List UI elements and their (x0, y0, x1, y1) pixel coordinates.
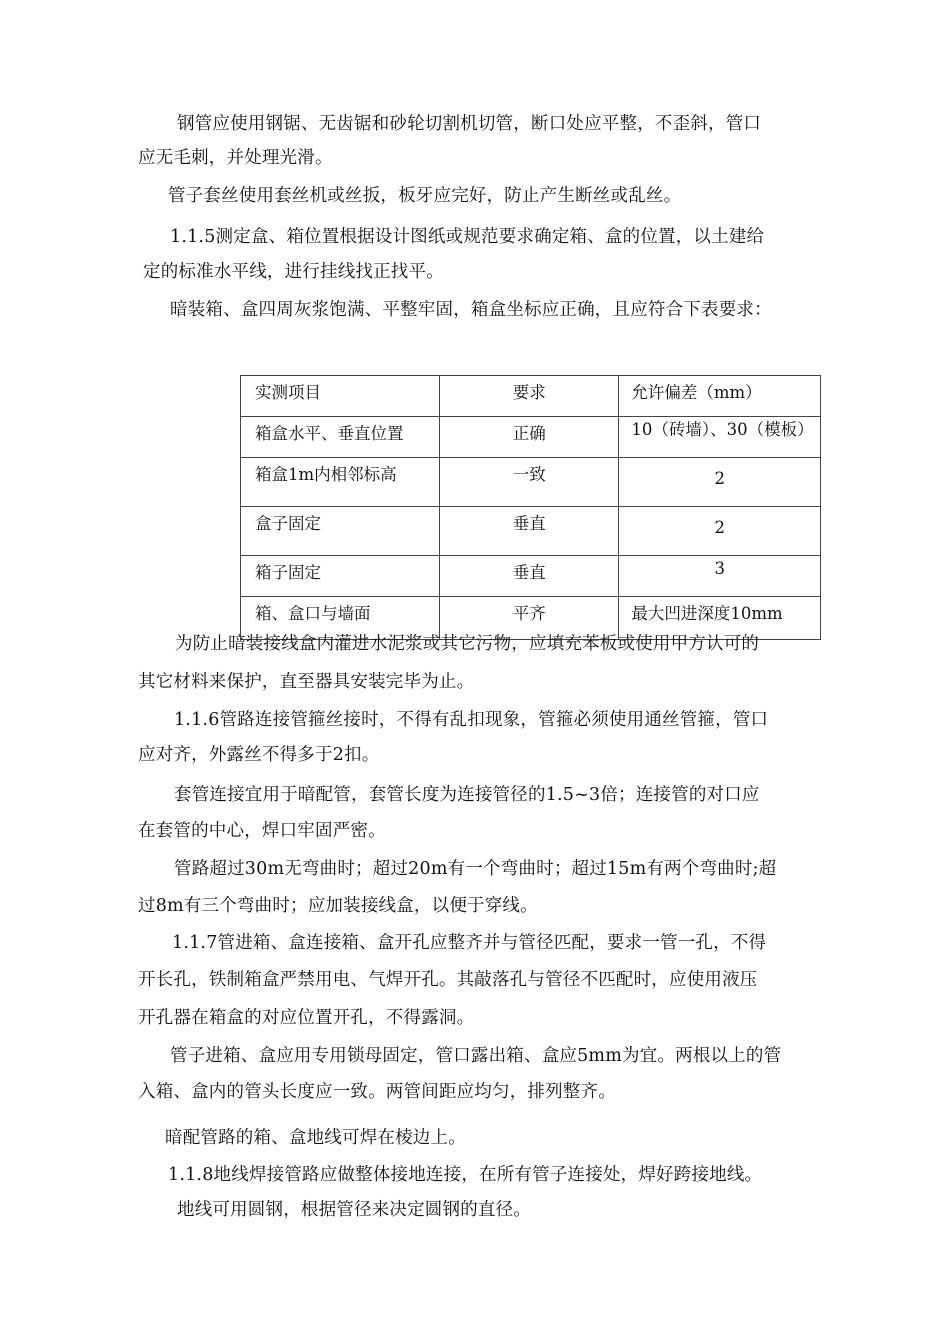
table-cell: 一致 (440, 458, 619, 507)
table-cell: 箱、盒口与墙面 (241, 597, 440, 640)
text-line: 管子套丝使用套丝机或丝扳，板牙应完好，防止产生断丝或乱丝。 (168, 186, 682, 206)
table-header-cell: 允许偏差（mm） (619, 376, 821, 417)
table-row (241, 556, 821, 597)
text-line: 为防止暗装接线盒内灌进水泥浆或其它污物，应填充苯板或使用甲方认可的 (175, 634, 760, 654)
text-line: 1.1.6管路连接管箍丝接时，不得有乱扣现象，管箍必须使用通丝管箍，管口 (174, 710, 769, 730)
text-line: 暗装箱、盒四周灰浆饱满、平整牢固，箱盒坐标应正确，且应符合下表要求： (170, 300, 772, 320)
text-line: 1.1.5测定盒、箱位置根据设计图纸或规范要求确定箱、盒的位置，以土建给 (170, 227, 765, 247)
table-cell: 箱盒1m内相邻标高 (241, 458, 440, 507)
table-cell: 平齐 (440, 597, 619, 640)
table-header-cell: 要求 (440, 376, 619, 417)
table-cell: 箱盒水平、垂直位置 (241, 417, 440, 458)
table-header-cell: 实测项目 (241, 376, 440, 417)
text-line: 定的标准水平线，进行挂线找正找平。 (143, 262, 444, 282)
table-cell (619, 417, 821, 458)
table-row (241, 507, 821, 556)
table-row (241, 417, 821, 458)
text-line: 在套管的中心，焊口牢固严密。 (138, 821, 386, 841)
text-line: 暗配管路的箱、盒地线可焊在棱边上。 (165, 1128, 466, 1148)
table-cell-text: 10（砖墙）、30（模板） (631, 420, 814, 439)
table-header-row (241, 376, 821, 417)
table-cell: 盒子固定 (241, 507, 440, 556)
text-line: 其它材料来保护，直至器具安装完毕为止。 (138, 672, 475, 692)
table-cell: 3 (619, 556, 821, 597)
table-cell: 最大凹进深度10mm (619, 597, 821, 640)
text-line: 管路超过30m无弯曲时；超过20m有一个弯曲时；超过15m有两个弯曲时;超 (174, 859, 777, 879)
tolerance-table (240, 375, 821, 640)
table-row (241, 458, 821, 507)
text-line: 应无毛刺，并处理光滑。 (138, 148, 333, 168)
text-line: 1.1.7管进箱、盒连接箱、盒开孔应整齐并与管径匹配，要求一管一孔，不得 (172, 933, 767, 953)
text-line: 入箱、盒内的管头长度应一致。两管间距应均匀，排列整齐。 (138, 1082, 616, 1102)
text-line: 套管连接宜用于暗配管，套管长度为连接管径的1.5~3倍；连接管的对口应 (174, 785, 760, 805)
text-line: 开孔器在箱盒的对应位置开孔，不得露洞。 (138, 1008, 475, 1028)
table-cell: 箱子固定 (241, 556, 440, 597)
text-line: 地线可用圆钢，根据管径来决定圆钢的直径。 (177, 1200, 531, 1220)
text-line: 开长孔，铁制箱盒严禁用电、气焊开孔。其敲落孔与管径不匹配时，应使用液压 (138, 970, 758, 990)
text-line: 过8m有三个弯曲时；应加装接线盒，以便于穿线。 (138, 896, 538, 916)
text-line: 管子进箱、盒应用专用锁母固定，管口露出箱、盒应5mm为宜。两根以上的管 (170, 1046, 782, 1066)
table-cell: 垂直 (440, 556, 619, 597)
text-line: 钢管应使用钢锯、无齿锯和砂轮切割机切管，断口处应平整，不歪斜，管口 (177, 114, 762, 134)
table-cell: 垂直 (440, 507, 619, 556)
table-cell: 2 (619, 458, 821, 507)
table-cell: 2 (619, 507, 821, 556)
table-cell: 正确 (440, 417, 619, 458)
text-line: 应对齐，外露丝不得多于2扣。 (138, 745, 380, 765)
text-line: 1.1.8地线焊接管路应做整体接地连接，在所有管子连接处，焊好跨接地线。 (168, 1165, 763, 1185)
